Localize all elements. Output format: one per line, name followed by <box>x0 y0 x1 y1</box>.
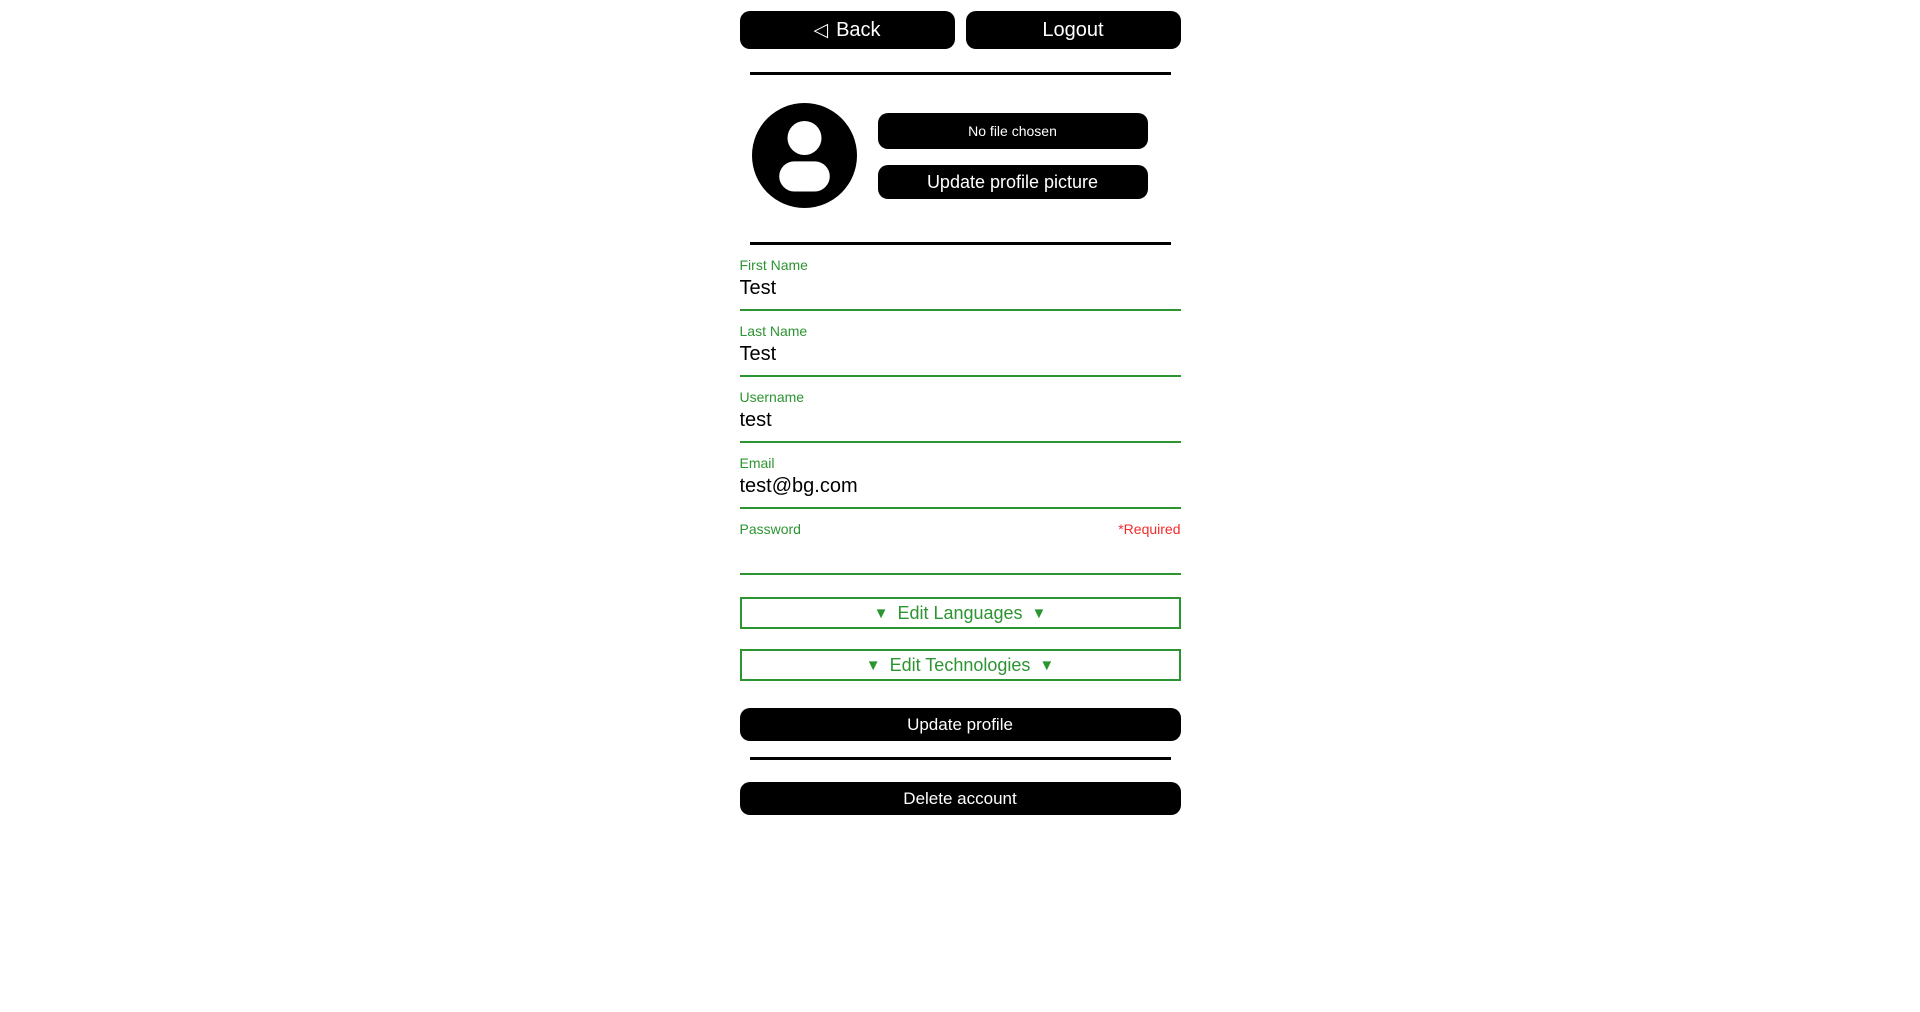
down-triangle-icon: ▼ <box>1039 656 1055 674</box>
logout-button[interactable] <box>966 11 1181 49</box>
email-input[interactable] <box>740 472 1181 509</box>
required-note: *Required <box>1118 521 1181 537</box>
file-input-label: No file chosen <box>968 123 1057 139</box>
edit-languages-label: Edit Languages <box>897 602 1023 623</box>
last-name-input[interactable] <box>740 340 1181 377</box>
last-name-label: Last Name <box>739 323 808 339</box>
email-field <box>740 455 1181 509</box>
first-name-input[interactable] <box>740 274 1181 311</box>
edit-technologies-label: Edit Technologies <box>889 654 1031 675</box>
password-input[interactable] <box>740 538 1181 575</box>
delete-account-button[interactable] <box>740 782 1181 815</box>
password-label: Password <box>739 521 801 537</box>
username-field <box>740 389 1181 443</box>
picture-buttons-column <box>878 103 1148 208</box>
down-triangle-icon: ▼ <box>865 656 881 674</box>
person-icon <box>752 103 857 208</box>
section-divider <box>750 757 1171 760</box>
update-picture-button[interactable] <box>878 165 1148 199</box>
update-picture-label: Update profile picture <box>926 171 1099 192</box>
down-triangle-icon: ▼ <box>1031 604 1047 622</box>
logout-button-label: Logout <box>1042 18 1104 41</box>
username-label: Username <box>739 389 805 405</box>
delete-account-label: Delete account <box>903 788 1017 808</box>
profile-picture-section <box>740 103 1181 208</box>
first-name-field <box>740 257 1181 311</box>
back-arrow-icon: ◁ <box>813 19 829 41</box>
back-button[interactable] <box>740 11 955 49</box>
edit-technologies-toggle[interactable] <box>740 649 1181 681</box>
update-profile-label: Update profile <box>907 714 1013 734</box>
edit-languages-toggle[interactable] <box>740 597 1181 629</box>
section-divider <box>750 72 1171 75</box>
back-button-label: Back <box>836 18 881 41</box>
password-field <box>740 521 1181 575</box>
profile-page <box>740 0 1181 815</box>
profile-avatar <box>752 103 857 208</box>
top-button-bar <box>740 11 1181 49</box>
last-name-field <box>740 323 1181 377</box>
profile-form <box>740 257 1181 741</box>
update-profile-button[interactable] <box>740 708 1181 741</box>
section-divider <box>750 242 1171 245</box>
down-triangle-icon: ▼ <box>873 604 889 622</box>
email-label: Email <box>739 455 775 471</box>
username-input[interactable] <box>740 406 1181 443</box>
first-name-label: First Name <box>739 257 808 273</box>
file-input-button[interactable] <box>878 113 1148 149</box>
